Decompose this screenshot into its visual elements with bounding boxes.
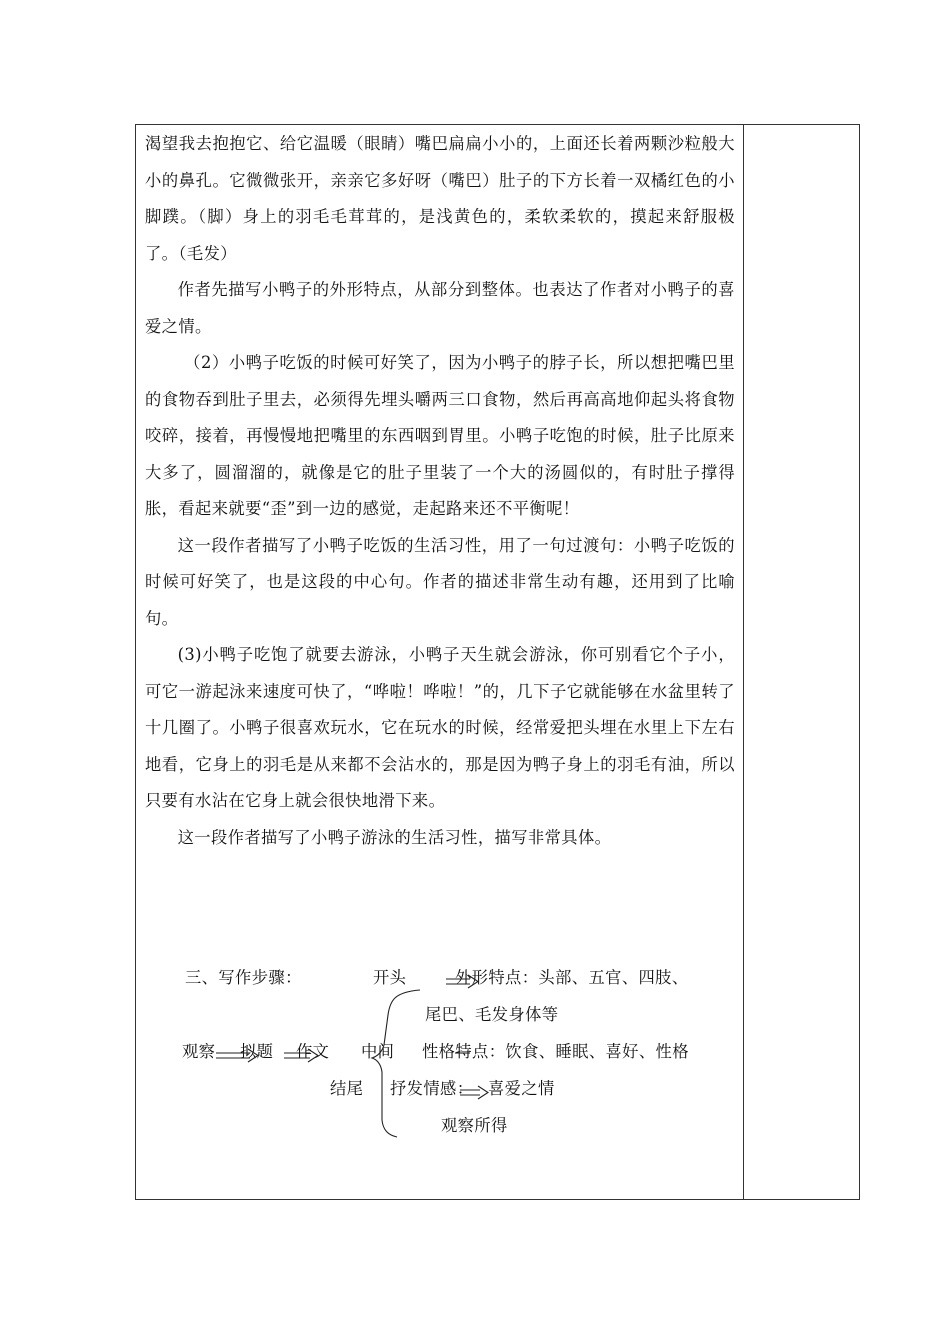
outline-middle: 中间: [361, 1042, 395, 1061]
outline-appearance-cont: 尾巴、毛发身体等: [425, 1005, 559, 1024]
outline-ending: 结尾: [330, 1079, 364, 1098]
main-cell-content: [145, 126, 735, 856]
paragraph-appearance-comment: 作者先描写小鸭子的外形特点，从部分到整体。也表达了作者对小鸭子的喜爱之情。: [145, 280, 735, 336]
outline-compose: 作文: [296, 1042, 330, 1061]
outline-love: 喜爱之情: [488, 1079, 555, 1098]
outline-feelings: 抒发情感：: [390, 1079, 474, 1098]
outline-observe: 观察: [182, 1042, 216, 1061]
outline-habits: 性格特点：饮食、睡眠、喜好、性格: [422, 1042, 689, 1061]
outline-opening: 开头: [373, 968, 407, 987]
paragraph-swimming-comment: 这一段作者描写了小鸭子游泳的生活习性，描写非常具体。: [177, 827, 612, 847]
paragraph-appearance: 渴望我去抱抱它、给它温暖（眼睛）嘴巴扁扁小小的，上面还长着两颗沙粒般大小的鼻孔。它微微张开，亲亲它多好呀（嘴巴）肚子的下方长着一双橘红色的小脚蹼。（脚）身上的羽毛毛茸茸的，是浅黄色的，柔软柔软的，摸起来舒服极了。（毛发）: [145, 134, 735, 263]
outline-observed: 观察所得: [441, 1116, 508, 1135]
paragraph-swimming: (3)小鸭子吃饱了就要去游泳，小鸭子天生就会游泳，你可别看它个子小，可它一游起泳来速度可快了，“哗啦！哗啦！”的，几下子它就能够在水盆里转了十几圈了。小鸭子很喜欢玩水，它在玩水的时候，经常爱把头埋在水里上下左右地看，它身上的羽毛是从来都不会沾水的，那是因为鸭子身上的羽毛有油，所以只要有水沾在它身上就会很快地滑下来。: [145, 645, 735, 810]
paragraph-eating: （2）小鸭子吃饭的时候可好笑了，因为小鸭子的脖子长，所以想把嘴巴里的食物吞到肚子里去，必须得先埋头嚼两三口食物，然后再高高地仰起头将食物咬碎，接着，再慢慢地把嘴里的东西咽到胃里。小鸭子吃饱的时候，肚子比原来大多了，圆溜溜的，就像是它的肚子里装了一个大的汤圆似的，有时肚子撑得胀，看起来就要“歪”到一边的感觉，走起路来还不平衡呢！: [145, 353, 735, 518]
outline-heading: 三、写作步骤：: [185, 968, 302, 987]
outline-appearance: 外形特点：头部、五官、四肢、: [455, 968, 689, 987]
table-column-divider: [743, 124, 744, 1200]
outline-draft-title: 拟题: [240, 1042, 274, 1061]
paragraph-eating-comment: 这一段作者描写了小鸭子吃饭的生活习性，用了一句过渡句：小鸭子吃饭的时候可好笑了，也是这段的中心句。作者的描述非常生动有趣，还用到了比喻句。: [145, 535, 735, 628]
